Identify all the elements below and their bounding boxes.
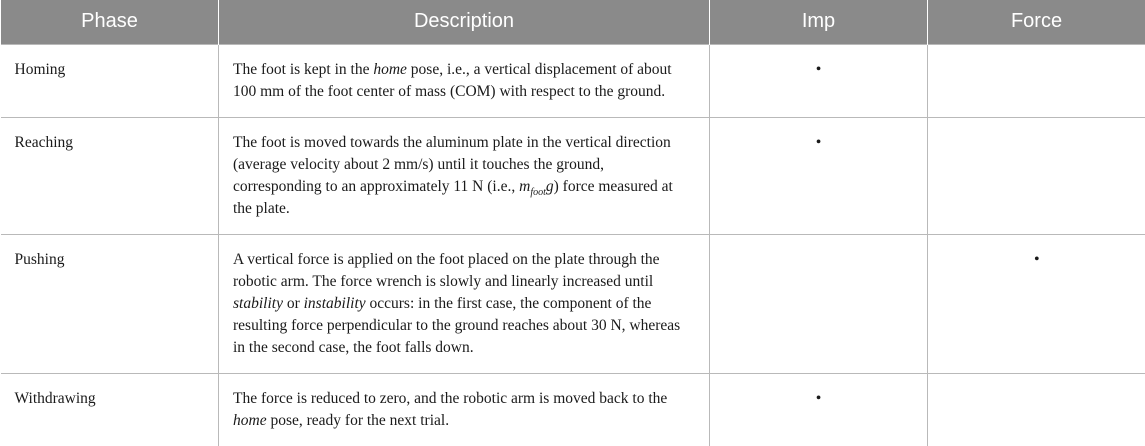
phase-cell: Reaching: [1, 117, 219, 234]
imp-cell: [710, 44, 928, 117]
imp-cell: [710, 373, 928, 446]
phase-cell: Withdrawing: [1, 373, 219, 446]
imp-bullet: •: [816, 390, 822, 407]
description-cell: The foot is kept in the home pose, i.e., a vertical displacement of about 100 mm of the foot center of mass (COM) with respect to the ground.: [219, 44, 710, 117]
description-cell: The force is reduced to zero, and the robotic arm is moved back to the home pose, ready for the next trial.: [219, 373, 710, 446]
table-row: [1, 373, 1145, 446]
header-description: Description: [219, 0, 710, 44]
force-bullet: •: [1034, 251, 1040, 268]
imp-bullet: •: [816, 61, 822, 78]
force-cell: [928, 44, 1145, 117]
force-cell: [928, 373, 1145, 446]
header-imp: Imp: [710, 0, 928, 44]
table-row: [1, 117, 1145, 234]
header-row: [1, 0, 1145, 44]
table-row: [1, 44, 1145, 117]
force-cell: [928, 234, 1145, 373]
table-row: [1, 234, 1145, 373]
header-phase: Phase: [1, 0, 219, 44]
phase-cell: Pushing: [1, 234, 219, 373]
imp-bullet: •: [816, 134, 822, 151]
imp-cell: [710, 234, 928, 373]
phase-cell: Homing: [1, 44, 219, 117]
imp-cell: [710, 117, 928, 234]
description-cell: A vertical force is applied on the foot placed on the plate through the robotic arm. The force wrench is slowly and linearly increased until stability or instability occurs: in the first case, the component of the resulting force perpendicular to the ground reaches about 30 N, whereas in the second case, the foot falls down.: [219, 234, 710, 373]
description-cell: The foot is moved towards the aluminum plate in the vertical direction (average velocity about 2 mm/s) until it touches the ground, corresponding to an approximately 11 N (i.e., $m_{foot}g$) force measured at the plate.: [219, 117, 710, 234]
force-cell: [928, 117, 1145, 234]
header-force: Force: [928, 0, 1145, 44]
